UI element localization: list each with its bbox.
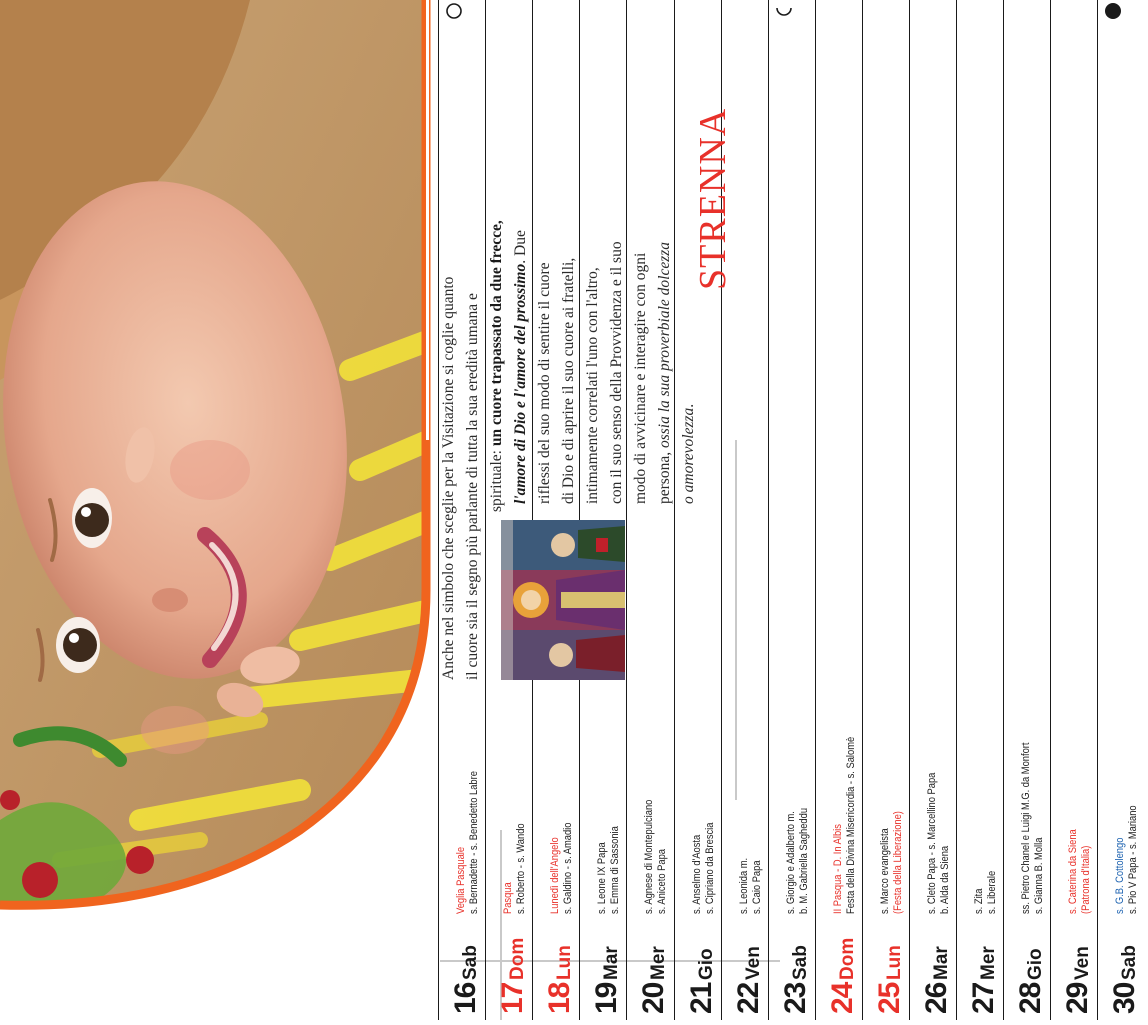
- text-run: .: [680, 403, 697, 408]
- day-weekday: Mar: [601, 946, 623, 980]
- day-number: 22: [731, 982, 765, 1014]
- day-weekday: Mer: [648, 946, 670, 980]
- day-line-2: (Festa della Liberazione): [891, 811, 904, 914]
- text-run: spirituale:: [488, 446, 505, 512]
- day-number: 17: [496, 982, 530, 1014]
- day-weekday: Mar: [931, 946, 953, 980]
- day-number: 27: [967, 982, 1001, 1014]
- day-weekday: Lun: [883, 945, 905, 980]
- day-line-2: s. Cipriano da Brescia: [703, 822, 716, 914]
- day-row: [956, 0, 1001, 1020]
- day-line-2: s. Emma di Sassonia: [609, 826, 622, 914]
- text-line: riflessi del suo modo di sentire il cuore: [536, 262, 553, 504]
- day-weekday: Ven: [742, 946, 764, 980]
- text-italic-run: ossia la sua proverbiale dolcezza: [656, 241, 673, 449]
- day-number: 30: [1108, 982, 1142, 1014]
- text-line: di Dio e di aprire il suo cuore ai fratelli,: [560, 257, 577, 504]
- day-weekday: Dom: [507, 937, 529, 980]
- day-line-2: Festa della Divina Misericordia - s. Salomè: [844, 736, 857, 914]
- day-number: 26: [920, 982, 954, 1014]
- day-line-1: s. Giorgio e Adalberto m.: [784, 811, 797, 914]
- day-weekday: Dom: [836, 937, 858, 980]
- text-line: [653, 115, 677, 680]
- text-line: il cuore sia il segno più parlante di tutta la sua eredità umana e: [464, 293, 481, 680]
- stained-glass-art: [501, 520, 625, 680]
- day-line-1: s. Marco evangelista: [878, 828, 891, 914]
- day-line-2: s. Bernadette - s. Benedetto Labre: [468, 771, 481, 914]
- day-line-2: s. Aniceto Papa: [656, 849, 669, 914]
- day-number: 18: [543, 982, 577, 1014]
- day-row: [1050, 0, 1095, 1020]
- day-number: 25: [872, 982, 906, 1014]
- day-weekday: Sab: [460, 945, 482, 980]
- day-line-1: II Pasqua - D. In Albis: [831, 824, 844, 914]
- text-line: modo di avvicinare e interagire con ogni: [632, 252, 649, 504]
- day-weekday: Mer: [978, 946, 1000, 980]
- day-row: [909, 0, 954, 1020]
- text-bold-italic-run: l'amore di Dio e l'amore del prossimo: [512, 263, 529, 504]
- day-row: [815, 0, 860, 1020]
- day-row: [1003, 0, 1048, 1020]
- day-weekday: Gio: [695, 948, 717, 980]
- day-line-1: s. Agnese di Montepulciano: [643, 799, 656, 914]
- day-line-2: b. Alda da Siena: [939, 845, 952, 914]
- day-line-1: Veglia Pasquale: [455, 846, 468, 914]
- day-line-2: s. Pio V Papa - s. Mariano: [1127, 805, 1140, 914]
- new-moon-icon: [1104, 2, 1122, 20]
- day-line-1: s. Leonida m.: [737, 857, 750, 914]
- day-number: 23: [778, 982, 812, 1014]
- day-weekday: Sab: [1119, 945, 1141, 980]
- day-number: 28: [1014, 982, 1048, 1014]
- day-line-1: s. G.B. Cottolengo: [1114, 837, 1127, 914]
- day-weekday: Lun: [554, 945, 576, 980]
- day-number: 21: [684, 982, 718, 1014]
- day-line-1: s. Caterina da Siena: [1067, 829, 1080, 914]
- day-number: 24: [825, 982, 859, 1014]
- day-line-1: s. Anselmo d'Aosta: [690, 834, 703, 914]
- strenna-block: [435, 0, 765, 680]
- day-weekday: Sab: [789, 945, 811, 980]
- day-line-1: s. Cleto Papa - s. Marcellino Papa: [926, 772, 939, 914]
- stained-glass-image: [501, 520, 625, 680]
- day-line-1: ss. Pietro Chanel e Luigi M.G. da Monfort: [1020, 742, 1033, 914]
- day-line-2: s. Galdino - s. Amadio: [562, 822, 575, 914]
- day-line-2: s. Gianna B. Molla: [1033, 837, 1046, 914]
- day-weekday: Gio: [1025, 948, 1047, 980]
- child-photo-art: [0, 0, 440, 1020]
- day-number: 29: [1061, 982, 1095, 1014]
- day-number: 16: [449, 982, 483, 1014]
- text-line: Anche nel simbolo che sceglie per la Visitazione si coglie quanto: [440, 276, 457, 680]
- day-line-2: s. Caio Papa: [750, 860, 763, 914]
- day-number: 20: [637, 982, 671, 1014]
- text-run: . Due: [512, 230, 529, 264]
- day-line-2: b. M. Gabriella Sagheddu: [797, 807, 810, 914]
- text-line: con il suo senso della Provvidenza e il suo: [608, 241, 625, 504]
- day-number: 19: [590, 982, 624, 1014]
- text-bold-run: un cuore trapassato da due frecce,: [488, 220, 505, 447]
- day-row: [1097, 0, 1142, 1020]
- child-photo: [0, 0, 440, 1020]
- day-row: [862, 0, 907, 1020]
- strenna-title: STRENNA: [692, 107, 734, 290]
- day-line-1: s. Zita: [973, 888, 986, 914]
- text-line: intimamente correlati l'uno con l'altro,: [584, 267, 601, 504]
- day-line-1: Lunedì dell'Angelo: [549, 837, 562, 914]
- day-line-2: (Patrona d'Italia): [1080, 845, 1093, 914]
- text-italic-run: o amorevolezza: [680, 407, 697, 504]
- day-line-1: Pasqua: [502, 882, 515, 914]
- day-line-2: s. Liberale: [986, 870, 999, 914]
- day-line-1: s. Leone IX Papa: [596, 842, 609, 914]
- day-line-2: s. Roberto - s. Wando: [515, 823, 528, 914]
- day-weekday: Ven: [1072, 946, 1094, 980]
- text-run: persona,: [656, 448, 673, 504]
